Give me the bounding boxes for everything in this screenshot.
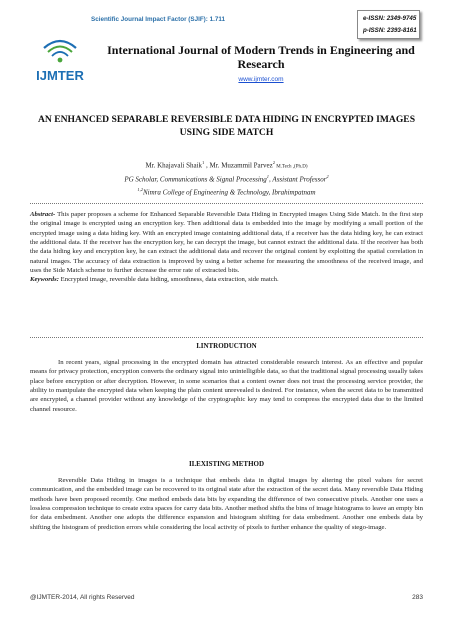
divider-top	[30, 203, 423, 204]
abstract-label: Abstract-	[30, 211, 56, 218]
journal-url-link[interactable]: www.ijmter.com	[238, 76, 284, 83]
footer-copyright: @IJMTER-2014, All rights Reserved	[30, 594, 135, 601]
abstract-text: This paper proposes a scheme for Enhanced Separable Reversible Data Hiding in Encrypted images Using Side Match. In the first step the original image is encrypted using an encryption key. Then additional data is embedded into the image by modifying a small portion of the encrypted image using a data hiding key. With an encrypted image containing additional data, if a receiver has the data hiding key, he can extract the additional data. If the receiver has the encryption key, he can decrypt the image, but cannot extract the additional data. If the receiver has both the data hiding key and encryption key, he can extract the additional data and recover the original content by exploiting the spatial correlation in natural images. The accuracy of data extraction is improved by using a better scheme for measuring the smoothness of the received image, and uses the Side Match scheme to further decrease the error rate of extracted bits.	[30, 211, 423, 275]
journal-title: International Journal of Modern Trends in Engineering and Research	[107, 43, 415, 71]
author-roles: PG Scholar, Communications & Signal Processing$^1$, Assistant Professor$^2$	[124, 174, 329, 184]
page-number: 283	[412, 594, 423, 601]
section-paragraph: Reversible Data Hiding in images is a technique that embeds data in digital images by altering the pixel values for secret communication, and the embedded image can be recovered to its original state after the extraction of the secret data. Many reversible Data Hiding methods have been proposed recently. One method embeds data bits by expanding the difference of two consecutive pixels. Another one uses a lossless compression technique to create extra spaces for carry data bits. Another method shifts the bins of image histograms to leave an empty bin for data embedment. Another one adopts the difference expansion and histogram shifting for data embedment. Another one embeds data by shifting the histogram of prediction errors while considering the local activity of pixels to further enhance the quality of stego-image.	[30, 477, 423, 531]
abstract	[30, 210, 423, 285]
keywords-label: Keywords:	[30, 276, 59, 284]
paper-title: AN ENHANCED SEPARABLE REVERSIBLE DATA HIDING IN ENCRYPTED IMAGES USING SIDE MATCH	[37, 114, 416, 138]
author-names: Mr. Khajavali Shaik$^1$ , Mr. Muzammil Parvez$^2$ M.Tech ,(Ph.D)	[145, 160, 308, 170]
author-1: Mr. Khajavali Shaik	[145, 161, 203, 170]
pissn: p-ISSN: 2393-8161	[363, 27, 417, 34]
logo-text: IJMTER	[36, 68, 84, 83]
section-heading: II.EXISTING METHOD	[188, 460, 265, 468]
section-heading: I.INTRODUCTION	[196, 342, 257, 350]
author-2-degree: M.Tech ,(Ph.D)	[274, 164, 308, 170]
author-block	[30, 158, 423, 197]
divider-bottom	[30, 337, 423, 338]
section-paragraph: In recent years, signal processing in the encrypted domain has attracted considerable research interest. As an effective and popular means for privacy protection, encryption converts the ordinary signal into unintelligible data, so that the traditional signal processing usually takes place before encryption or after decryption. However, in some scenarios that a content owner does not trust the processing service provider, the ability to manipulate the encrypted data when keeping the plain content unrevealed is desired. For instance, when the secret data to be transmitted are encrypted, a channel provider without any knowledge of the cryptographic key may tend to compress the encrypted data due to the limited channel resource.	[30, 359, 423, 413]
journal-logo	[30, 36, 90, 86]
author-affiliation: $^{1,2}$Nimra College of Engineering & Technology, Ibrahimpatnam	[137, 186, 316, 196]
impact-factor: Scientific Journal Impact Factor (SJIF): 1.711	[91, 16, 226, 23]
keywords-text: Encrypted image, reversible data hiding, smoothness, data extraction, side match.	[58, 276, 279, 284]
issn-box	[357, 10, 420, 39]
eissn: e-ISSN: 2349-9745	[363, 15, 417, 22]
